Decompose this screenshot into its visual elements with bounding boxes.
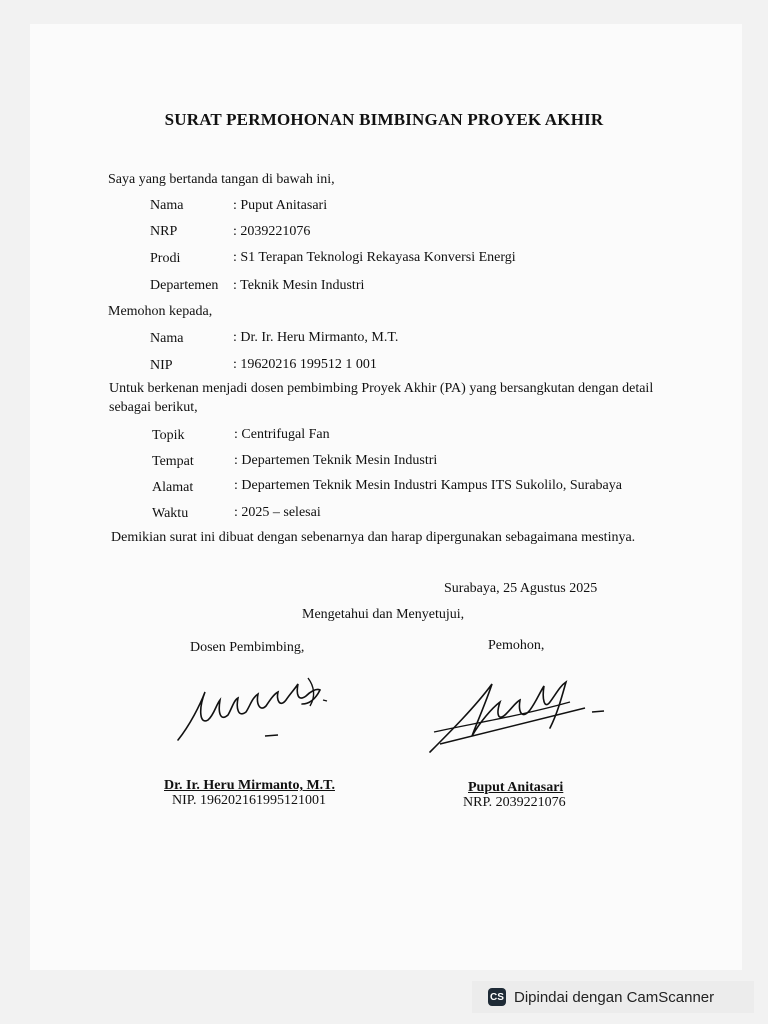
supervisor-nip-label: NIP — [150, 358, 173, 373]
request-to-text: Memohon kepada, — [108, 304, 213, 319]
supervisor-role: Dosen Pembimbing, — [190, 640, 305, 655]
detail-place-value: : Departemen Teknik Mesin Industri — [234, 453, 438, 468]
detail-topic-value: : Centrifugal Fan — [234, 427, 330, 442]
applicant-nrp-label: NRP — [150, 224, 178, 239]
applicant-signature — [420, 672, 620, 757]
applicant-prodi-label: Prodi — [150, 251, 181, 266]
applicant-prodi-value: : S1 Terapan Teknologi Rekayasa Konversi Energi — [233, 250, 516, 265]
detail-place-label: Tempat — [152, 454, 194, 469]
applicant-id-line: NRP. 2039221076 — [463, 795, 566, 810]
applicant-department-value: : Teknik Mesin Industri — [233, 278, 365, 293]
detail-address-label: Alamat — [152, 480, 194, 495]
applicant-name-label: Nama — [150, 198, 184, 213]
detail-time-value: : 2025 – selesai — [234, 505, 321, 520]
applicant-nrp-value: : 2039221076 — [233, 224, 311, 239]
supervisor-nip-value: : 19620216 199512 1 001 — [233, 357, 377, 372]
purpose-text-line2: sebagai berikut, — [109, 400, 198, 415]
supervisor-name-value: : Dr. Ir. Heru Mirmanto, M.T. — [233, 330, 399, 345]
applicant-role: Pemohon, — [488, 638, 545, 653]
detail-time-label: Waktu — [152, 506, 189, 521]
supervisor-id-line: NIP. 196202161995121001 — [172, 793, 327, 808]
document-page — [30, 24, 742, 970]
camscanner-logo-icon: CS — [488, 988, 506, 1006]
detail-topic-label: Topik — [152, 428, 185, 443]
intro-text: Saya yang bertanda tangan di bawah ini, — [108, 172, 335, 187]
supervisor-name-label: Nama — [150, 331, 184, 346]
applicant-name-value: : Puput Anitasari — [233, 198, 328, 213]
approval-text: Mengetahui dan Menyetujui, — [302, 607, 465, 622]
supervisor-signature — [170, 670, 340, 750]
applicant-signature-name: Puput Anitasari — [468, 780, 564, 795]
document-title: SURAT PERMOHONAN BIMBINGAN PROYEK AKHIR — [164, 110, 604, 129]
applicant-department-label: Departemen — [150, 278, 219, 293]
supervisor-signature-name: Dr. Ir. Heru Mirmanto, M.T. — [164, 778, 335, 793]
camscanner-text: Dipindai dengan CamScanner — [514, 988, 715, 1006]
purpose-text-line1: Untuk berkenan menjadi dosen pembimbing Proyek Akhir (PA) yang bersangkutan dengan detail — [109, 381, 654, 396]
camscanner-badge — [472, 981, 754, 1013]
place-date: Surabaya, 25 Agustus 2025 — [444, 581, 598, 596]
closing-text: Demikian surat ini dibuat dengan sebenarnya dan harap dipergunakan sebagaimana mestinya. — [111, 530, 636, 545]
detail-address-value: : Departemen Teknik Mesin Industri Kampus ITS Sukolilo, Surabaya — [234, 478, 622, 493]
